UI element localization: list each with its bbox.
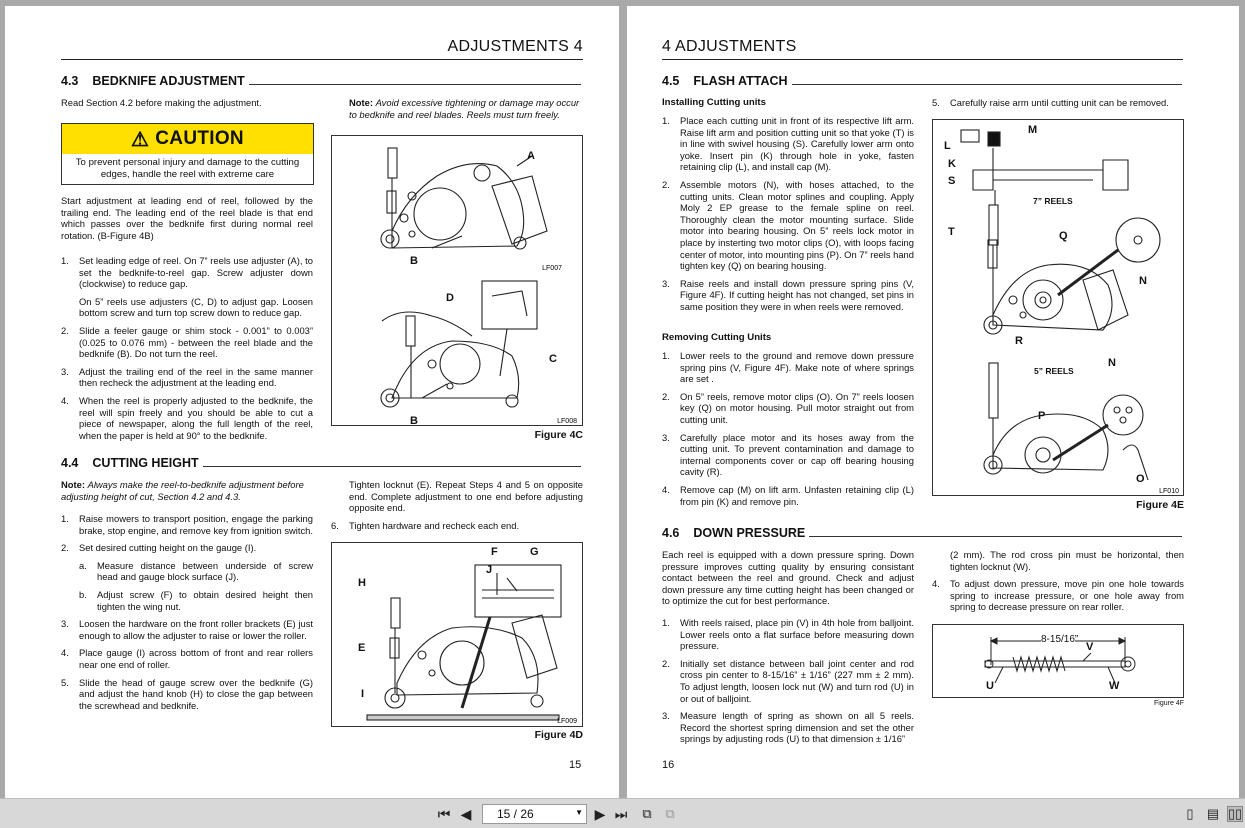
note: Note: Avoid excessive tightening or damage may occur to bedknife and reel blades. Reels must turn freely. (349, 97, 580, 120)
fig-code-lf010: LF010 (1159, 488, 1179, 495)
label-k: K (948, 158, 956, 170)
label-f: F (491, 546, 498, 558)
copy-icon[interactable]: ⧉ (665, 806, 675, 821)
first-page-icon[interactable]: ⏮ (437, 805, 451, 822)
label-l: L (944, 140, 951, 152)
down-pressure-steps: 1. With reels raised, place pin (V) in 4th hole from balljoint. Lower reels onto a flat surface before measuring down pressure. 2. Initially set distance between ball joint center and rod cross pin center to 8-15/16” ± 1/16” (227 mm ± 2 mm). To adjust length, loosen lock nut (W) and turn rod (U) in or out of balljoint. 3. Measure length of spring as shown on all 5 reels. Record the shortest spring dimension and set the other springs by adjusting rods (U) to that dimension ± 1/16” (662, 617, 914, 745)
installing-heading: Installing Cutting units (662, 97, 766, 108)
section-heading-4-4: 4.4 CUTTING HEIGHT (61, 456, 581, 470)
cutting-steps-right: Tighten locknut (E). Repeat Steps 4 and 5 on opposite end. Complete adjustment to one end before adjusting opposite end. 6. Tighten hardware and recheck each end. (331, 479, 583, 531)
removing-steps: 1. Lower reels to the ground and remove down pressure spring pins (V, Figure 4F). Make note of where springs are set . 2. On 5” reels, remove motor clips (O). On 7” reels loosen key (Q) on motor housing. Pull motor straight out from cutting unit. 3. Carefully place motor and its hoses away from the cutting unit. To prevent contamination and damage to internal components cover or cap off bearing housing cavity (R). 4. Remove cap (M) on lift arm. Unfasten retaining clip (L) from pin (K) and remove pin. (662, 350, 914, 507)
intro-text: Read Section 4.2 before making the adjustment. (61, 97, 262, 108)
cutting-steps: 1. Raise mowers to transport position, engage the parking brake, stop engine, and remove key from ignition switch. 2. Set desired cutting height on the gauge (I). a. Measure distance between underside of screw head and gauge block surface (J). b. Adjust screw (F) to obtain desired height then tighten the wing nut. 3. Loosen the hardware on the front roller brackets (E) just enough to allow the adjuster to raise or lower the roller. 4. Place gauge (I) across bottom of front and rear rollers near one end of roller. 5. Slide the head of gauge screw over the bedknife (G) and adjust the hand knob (H) to close the gap between the screwhead and bedknife. (61, 513, 313, 711)
label-b-bottom: B (410, 415, 418, 427)
label-w: W (1109, 680, 1120, 692)
rotate-icon[interactable]: ⧉ (642, 806, 652, 821)
reels-5-label: 5” REELS (1034, 366, 1074, 376)
page-number-15: 15 (569, 759, 582, 771)
label-t: T (948, 226, 955, 238)
figure-4d-caption: Figure 4D (534, 729, 583, 741)
figure-4f-caption: Figure 4F (1154, 700, 1184, 707)
label-u: U (986, 680, 994, 692)
step-5: 5. Carefully raise arm until cutting unit can be removed. (932, 97, 1169, 108)
next-page-icon[interactable]: ▶ (594, 805, 606, 822)
single-page-icon[interactable]: ▯ (1186, 806, 1194, 821)
label-s: S (948, 175, 956, 187)
warning-icon: ⚠ (131, 128, 150, 151)
label-n-top: N (1139, 275, 1147, 287)
reel-diagram (332, 136, 582, 425)
label-j: J (486, 564, 493, 576)
label-i: I (361, 688, 365, 700)
section-heading-4-3: 4.3 BEDKNIFE ADJUSTMENT (61, 74, 581, 88)
cutting-note: Note: Always make the reel-to-bedknife adjustment before adjusting height of cut, Section 4.2 and 4.3. (61, 479, 304, 502)
height-gauge-diagram (332, 543, 582, 726)
figure-4f (932, 624, 1184, 698)
dimension-label: 8-15/16” (1041, 634, 1079, 645)
label-o: O (1136, 473, 1145, 485)
label-a: A (527, 150, 535, 162)
installing-steps: 1. Place each cutting unit in front of its respective lift arm. Raise lift arm and position cutting unit so that yoke (T) is in line with swivel housing (S). Carefully lower arm onto yoke. Insert pin (K) through hole in yoke, fasten retaining clip (L), and install cap (M). 2. Assemble motors (N), with hoses attached, to the cutting units. Clean motor splines and coupling. Apply Moly 2 EP grease to the female spline on reel. Thoroughly clean the motor mounting surface. Slide motor into bearing housing. On 5” reels lock motor in place by insterting two motor clips (O), with loops facing center of motor, into mounting pins (P). On 7” reels hand tighten key (Q) on bearing housing. 3. Raise reels and install down pressure spring pins (V, Figure 4F). If cutting height has not changed, set pins in same position they were in when reels were removed. (662, 115, 914, 312)
label-c: C (549, 353, 557, 365)
figure-4e (932, 119, 1184, 496)
label-q: Q (1059, 230, 1068, 242)
flash-attach-diagram (933, 120, 1183, 495)
reels-7-label: 7” REELS (1033, 196, 1073, 206)
two-page-icon[interactable]: ▯▯ (1227, 806, 1243, 821)
label-m: M (1028, 124, 1038, 136)
continuous-icon[interactable]: ▤ (1206, 806, 1220, 821)
label-b-top: B (410, 255, 418, 267)
last-page-icon[interactable]: ⏭ (614, 805, 628, 822)
fig-code-lf007: LF007 (542, 265, 562, 272)
section-heading-4-6: 4.6 DOWN PRESSURE (662, 526, 1182, 540)
figure-4d (331, 542, 583, 727)
label-g: G (530, 546, 539, 558)
figure-4c (331, 135, 583, 426)
left-page (5, 6, 619, 798)
list-item: 3. Adjust the trailing end of the reel in the same manner then recheck the adjustment at the leading end. (61, 365, 313, 389)
label-p: P (1038, 410, 1046, 422)
body-text: Start adjustment at leading end of reel, followed by the trailing end. The leading end of the reel blade is that end which passes over the bedknife first during normal reel rotation. (B-Figure 4B) (61, 195, 313, 241)
down-pressure-steps-right: (2 mm). The rod cross pin must be horizontal, then tighten locknut (W). 4. To adjust down pressure, move pin one hole towards spring to increase pressure, or one hole away from spring to decrease pressure on rear roller. (932, 549, 1184, 613)
page-number-16: 16 (662, 759, 675, 771)
running-head: ADJUSTMENTS 4 (447, 38, 583, 55)
caution-box: ⚠ CAUTION To prevent personal injury and damage to the cutting edges, handle the reel with extreme care (61, 123, 314, 185)
removing-heading: Removing Cutting Units (662, 332, 772, 343)
label-h: H (358, 577, 366, 589)
down-pressure-body: Each reel is equipped with a down pressure spring. Down pressure improves cutting quality by ensuring consistant contact between the reel and ground. Check and adjust down pressure any time cutting height has been changed or to optimize the cut for best performance. (662, 549, 914, 607)
chevron-down-icon: ▼ (575, 808, 583, 817)
fig-code-lf008: LF008 (557, 418, 577, 425)
page-indicator-text: 15 / 26 (497, 807, 534, 821)
viewer-toolbar (0, 798, 1245, 828)
page-indicator[interactable] (482, 804, 587, 824)
prev-page-icon[interactable]: ◀ (460, 805, 472, 822)
label-r: R (1015, 335, 1023, 347)
label-n-bottom: N (1108, 357, 1116, 369)
list-item: 2. Slide a feeler gauge or shim stock - 0.001” to 0.003” (0.025 to 0.076 mm) - between the reel blade and the bedknife (B). Do not turn the reel. (61, 324, 313, 360)
list-item: 1. Set leading edge of reel. On 7” reels use adjuster (A), to set the bedknife-to-reel gap. Screw adjuster down (clockwise) to reduce gap. (61, 255, 313, 290)
figure-4e-caption: Figure 4E (1136, 499, 1184, 511)
list-item: On 5” reels use adjusters (C, D) to adjust gap. Loosen bottom screw and turn top screw down to reduce gap. (79, 295, 313, 319)
label-d: D (446, 292, 454, 304)
steps-list (61, 255, 313, 447)
right-page (627, 6, 1239, 798)
label-v: V (1086, 641, 1094, 653)
label-e: E (358, 642, 366, 654)
running-head: 4 ADJUSTMENTS (662, 38, 797, 55)
figure-4c-caption: Figure 4C (534, 429, 583, 441)
list-item: 4. When the reel is properly adjusted to the bedknife, the reel will spin freely and you should be able to cut a piece of newspaper, along the full length of the reel, when the paper is held at 90° to the bedknife. (61, 394, 313, 441)
section-heading-4-5: 4.5 FLASH ATTACH (662, 74, 1182, 88)
fig-code-lf009: LF009 (557, 718, 577, 725)
